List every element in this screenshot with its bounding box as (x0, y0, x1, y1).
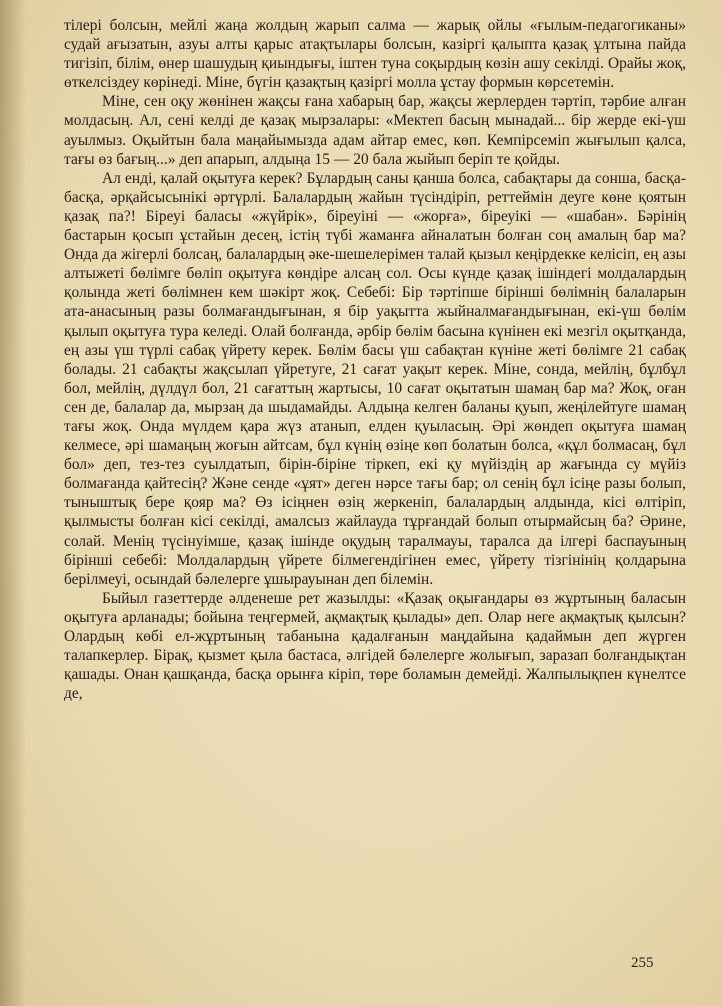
paragraph-3: Ал енді, қалай оқытуға керек? Бұлардың саны қанша болса, сабақтары да сонша, басқа-басқа, әрқайсысынікі әртүрлі. Балалардың жайын түсіндіріп, реттеймін деуге көне қоятын қазақ па?! Біреуі баласы «жүйрік», біреуіні — «жорға», біреуікі — «шабан». Бәрінің бастарын қосып ұстайын десең, істің түбі жаманға айналатын болған соң амалың бар ма? Онда да жігерлі болсаң, балалардың әке-шешелерімен талай қызыл кеңірдекке келісіп, ең азы алтыжеті бөлімге бөліп оқытуға көндіре алсаң сол. Осы күнде қазақ ішіндегі молдалардың қолында жеті бөлімнен кем шәкірт жоқ. Себебі: Бір тәртіпше бірінші бөлімнің балаларын ата-анасының разы болмағандығынан, я бір уақытта жыйналмағандығынан, екі-үш бөлім қылып оқытуға тура келеді. Олай болғанда, әрбір бөлім басына күнінен екі мезгіл оқытқанда, ең азы үш түрлі сабақ үйрету керек. Бөлім басы үш сабақтан күніне жеті бөлімге 21 сабақ болады. 21 сабақты жақсылап үйретуге, 21 сағат уақыт керек. Міне, сонда, мейлің, бұлбұл бол, мейлің, дүлдүл бол, 21 сағаттың жартысы, 10 сағат оқытатын шамаң бар ма? Жоқ, оған сен де, балалар да, мырзаң да шыдамайды. Алдыңа келген баланы қуып, жеңілейтуге шамаң тағы жоқ. Онда мүлдем қара жүз атанып, елден қуыласың. Әрі жөндеп оқытуға шамаң келмесе, әрі шамаңың жоғын айтсам, бұл күнің өзіңе көп болатын болса, «құл болмасаң, бұл бол» деп, тез-тез суылдатып, бірін-біріне тіркеп, екі қу мүйіздің ар жағында су мүйіз болмағанда қайтесің? Және сенде «ұят» деген нәрсе тағы бар; ол сенің бұл ісіңе разы болып, тыныштық бере қояр ма? Өз ісіңнен өзің жеркеніп, балалардың алдында, кісі өлтіріп, қылмысты болған кісі секілді, амалсыз жайлауда тұрғандай болып отырмайсың ба? Әрине, солай. Менің түсінуімше, қазақ ішінде оқудың таралмауы, таралса да ілгері баспауының бірінші себебі: Молдалардың үйрете білмегендігінен емес, үйрету тізгінінің қолдарына берілмеуі, осындай бәлелерге ұшырауынан деп білемін. (64, 169, 686, 588)
paragraph-2: Міне, сен оқу жөнінен жақсы ғана хабарың бар, жақсы жерлерден тәртіп, тәрбие алған молдасың. Ал, сені келді де қазақ мырзалары: «Мектеп басың мынадай... бір жерде екі-үш ауылмыз. Оқыйтын бала маңайымызда адам айтар емес, көп. Кемпірсеміп жығылып қалса, тағы өз бағың...» деп апарып, алдыңа 15 — 20 бала жыйып беріп те қойды. (64, 93, 686, 168)
paragraph-1: тілері болсын, мейлі жаңа жолдың жарып салма — жарық ойлы «ғылым-педагогиканы» судай ағызатын, азуы алты қарыс атақтылары болсын, казіргі қалыпта қазақ ұлтына пайда тигізіп, білім, өнер шашудың қиындығы, іштен туна соқырдың көзін ашу секілді. Орайы жоқ, өткелсіздеу көрінеді. Міне, бүгін қазақтың қазіргі молла ұстау формын көрсетемін. (64, 17, 686, 92)
paragraph-4: Быйыл газеттерде әлденеше рет жазылды: «Қазақ оқығандары өз жұртының баласын оқытуға арланады; бойына теңгермей, ақмақтық қылады» деп. Олар неге ақмақтық қылсын? Олардың көбі ел-жұртының табанына қадалғанын маңдайына қадаймын деп жүрген талапкерлер. Бірақ, қызмет қыла бастаса, әлгідей бәлелерге жолығып, заразап болғандықтан қашады. Онан қашқанда, басқа орынға кіріп, төре боламын демейді. Жалпылықпен күнелтсе де, (64, 589, 686, 703)
body-text (64, 16, 686, 703)
page-number: 255 (631, 955, 654, 971)
binding-shadow (0, 0, 26, 1006)
